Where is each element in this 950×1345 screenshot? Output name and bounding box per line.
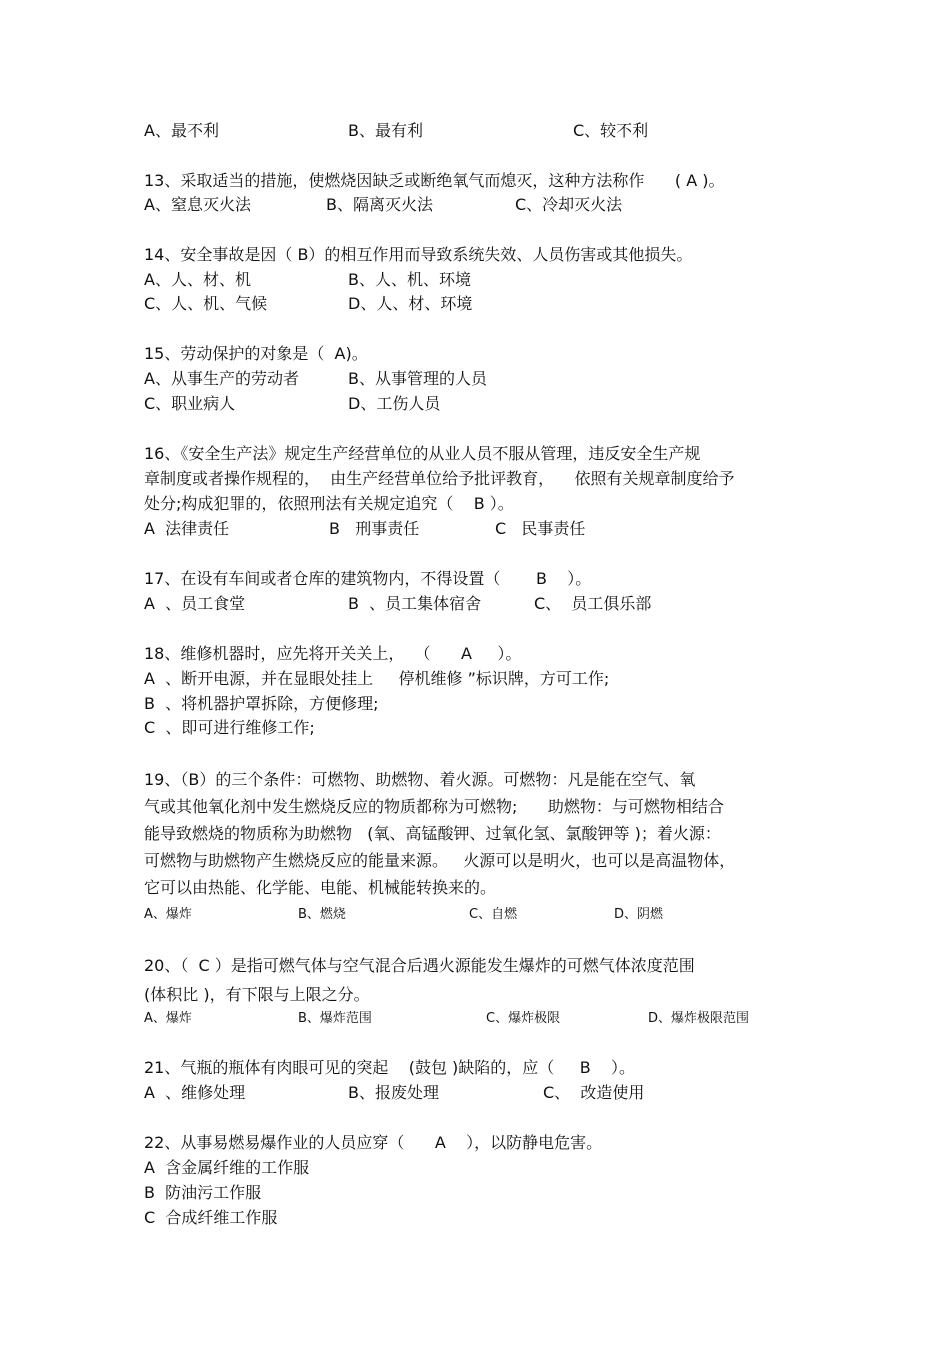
q14-stem: 14、安全事故是因（ B）的相互作用而导致系统失效、人员伤害或其他损失。 <box>144 245 693 264</box>
q16-stem-line-2: 章制度或者操作规程的， 由生产经营单位给予批评教育， 依照有关规章制度给予 <box>144 469 735 488</box>
q16-option-b: B 刑事责任 <box>329 519 420 538</box>
q21-option-c: C、 改造使用 <box>543 1083 645 1102</box>
q18-option-b: B 、将机器护罩拆除，方便修理; <box>144 694 379 713</box>
q14-option-b: B、人、机、环境 <box>348 270 471 289</box>
q12-option-a: A、最不利 <box>144 121 219 140</box>
q22-option-c: C 合成纤维工作服 <box>144 1208 278 1227</box>
q13-option-b: B、隔离灭火法 <box>326 195 433 214</box>
q20-stem-line-1: 20、（ C ）是指可燃气体与空气混合后遇火源能发生爆炸的可燃气体浓度范围 <box>144 956 695 975</box>
q21-options-row <box>0 1083 950 1103</box>
q19-stem-line-1: 19、（B）的三个条件：可燃物、助燃物、着火源。可燃物：凡是能在空气、氧 <box>144 770 696 789</box>
q14-options-row-2 <box>0 294 950 314</box>
q15-option-b: B、从事管理的人员 <box>348 369 487 388</box>
q15-options-row-1 <box>0 369 950 389</box>
q21-stem: 21、气瓶的瓶体有肉眼可见的突起 (鼓包 )缺陷的，应（ B ）。 <box>144 1058 636 1077</box>
q18-option-c: C 、即可进行维修工作; <box>144 718 315 737</box>
q16-option-a: A 法律责任 <box>144 519 230 538</box>
q19-stem-line-4: 可燃物与助燃物产生燃烧反应的能量来源。 火源可以是明火，也可以是高温物体， <box>144 851 736 870</box>
q20-option-d: D、爆炸极限范围 <box>648 1011 750 1026</box>
q19-option-b: B、燃烧 <box>298 907 346 922</box>
q13-stem: 13、采取适当的措施，使燃烧因缺乏或断绝氧气而熄灭，这种方法称作 ( A )。 <box>144 171 725 190</box>
q19-option-c: C、自燃 <box>469 907 518 922</box>
q19-stem-line-3: 能导致燃烧的物质称为助燃物 (氧、高锰酸钾、过氧化氢、氯酸钾等 )；着火源： <box>144 824 721 843</box>
q17-stem: 17、在设有车间或者仓库的建筑物内，不得设置（ B ）。 <box>144 569 592 588</box>
q15-options-row-2 <box>0 394 950 414</box>
q22-stem: 22、从事易燃易爆作业的人员应穿（ A ），以防静电危害。 <box>144 1133 603 1152</box>
q17-option-c: C、 员工俱乐部 <box>534 594 652 613</box>
q14-option-c: C、人、机、气候 <box>144 294 268 313</box>
q13-option-a: A、窒息灭火法 <box>144 195 251 214</box>
q17-options-row <box>0 594 950 614</box>
q21-option-a: A 、维修处理 <box>144 1083 246 1102</box>
q22-option-a: A 含金属纤维的工作服 <box>144 1158 310 1177</box>
q15-option-d: D、工伤人员 <box>348 394 441 413</box>
q20-options-row <box>0 1009 950 1029</box>
q20-option-b: B、爆炸范围 <box>298 1011 372 1026</box>
q19-stem-line-2: 气或其他氧化剂中发生燃烧反应的物质都称为可燃物; 助燃物：与可燃物相结合 <box>144 797 724 816</box>
q13-options-row <box>0 195 950 215</box>
q16-stem-line-3: 处分;构成犯罪的，依照刑法有关规定追究（ B ）。 <box>144 494 514 513</box>
q17-option-a: A 、员工食堂 <box>144 594 246 613</box>
q19-options-row <box>0 905 950 925</box>
q16-stem-line-1: 16、《安全生产法》规定生产经营单位的从业人员不服从管理，违反安全生产规 <box>144 444 701 463</box>
q15-option-a: A、从事生产的劳动者 <box>144 369 299 388</box>
q19-stem-line-5: 它可以由热能、化学能、电能、机械能转换来的。 <box>144 878 497 897</box>
q16-option-c: C 民事责任 <box>495 519 586 538</box>
q12-option-c: C、较不利 <box>573 121 649 140</box>
q15-stem: 15、劳动保护的对象是（ A)。 <box>144 344 368 363</box>
q14-option-d: D、人、材、环境 <box>348 294 473 313</box>
q16-options-row <box>0 519 950 539</box>
q18-stem: 18、维修机器时，应先将开关关上， （ A ）。 <box>144 644 522 663</box>
q22-option-b: B 防油污工作服 <box>144 1183 262 1202</box>
q20-option-a: A、爆炸 <box>144 1011 192 1026</box>
q15-option-c: C、职业病人 <box>144 394 236 413</box>
q14-option-a: A、人、材、机 <box>144 270 251 289</box>
q19-option-d: D、阴燃 <box>614 907 664 922</box>
q19-option-a: A、爆炸 <box>144 907 192 922</box>
q14-options-row-1 <box>0 270 950 290</box>
q18-option-a: A 、断开电源，并在显眼处挂上 停机维修 ”标识牌，方可工作; <box>144 669 610 688</box>
q13-option-c: C、冷却灭火法 <box>515 195 623 214</box>
q20-option-c: C、爆炸极限 <box>486 1011 561 1026</box>
q20-stem-line-2: (体积比 )，有下限与上限之分。 <box>144 985 370 1004</box>
q12-option-b: B、最有利 <box>348 121 423 140</box>
q21-option-b: B、报废处理 <box>348 1083 439 1102</box>
q12-options-row <box>0 121 950 141</box>
q17-option-b: B 、员工集体宿舍 <box>348 594 482 613</box>
